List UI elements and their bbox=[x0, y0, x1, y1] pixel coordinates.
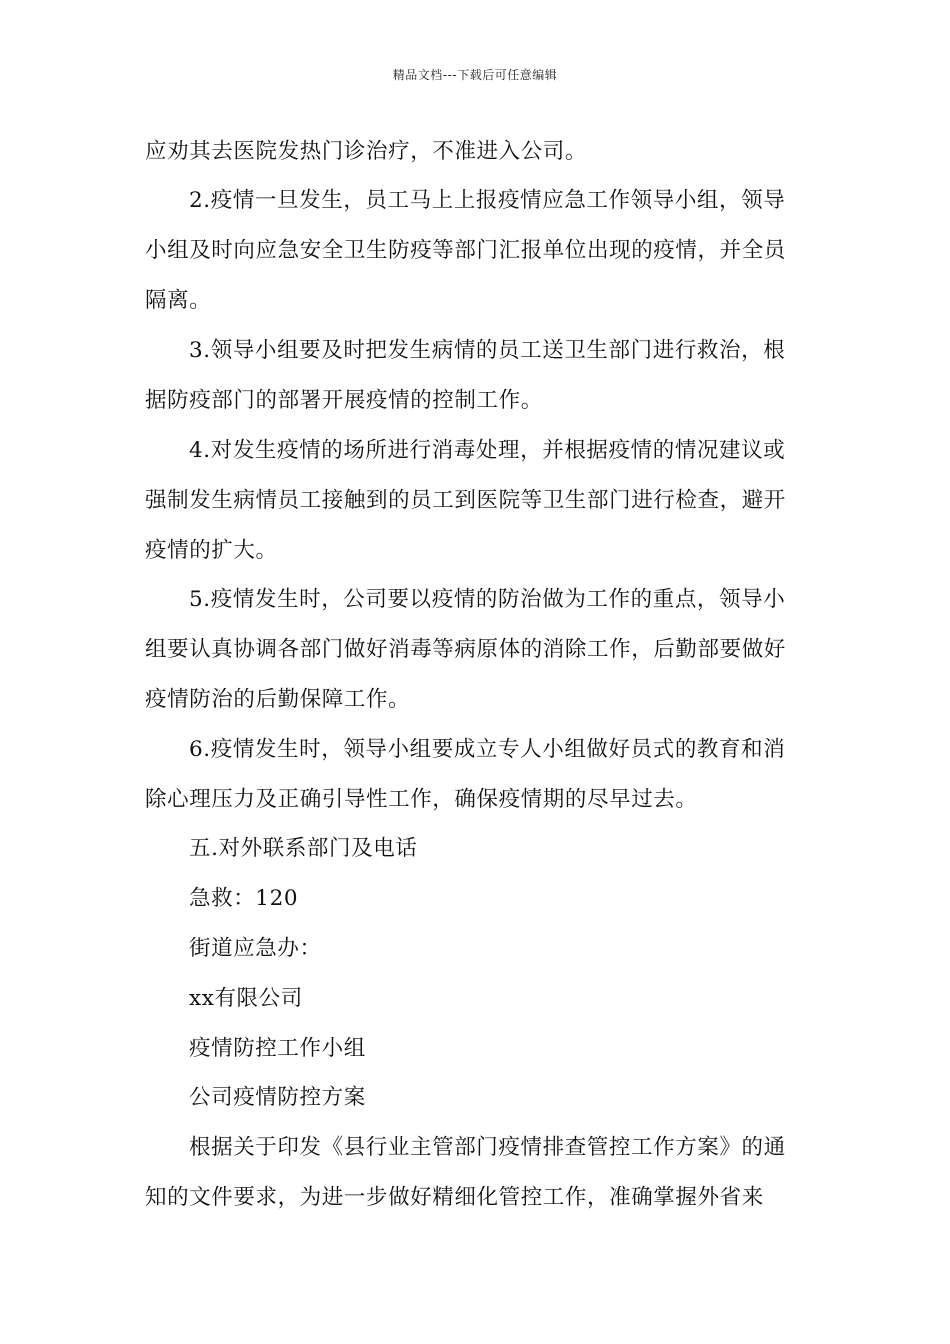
text-line: 4.对发生疫情的场所进行消毒处理，并根据疫情的情况建议或 bbox=[189, 438, 786, 463]
text-line: 小组及时向应急安全卫生防疫等部门汇报单位出现的疫情，并全员 bbox=[145, 238, 786, 263]
page-header: 精品文档---下载后可任意编辑 bbox=[392, 68, 558, 82]
section-heading: 五.对外联系部门及电话 bbox=[189, 836, 418, 861]
text-line: 2.疫情一旦发生，员工马上上报疫情应急工作领导小组，领导 bbox=[189, 188, 786, 213]
text-line: 知的文件要求，为进一步做好精细化管控工作，准确掌握外省来 bbox=[145, 1185, 764, 1210]
text-line: 强制发生病情员工接触到的员工到医院等卫生部门进行检查，避开 bbox=[145, 488, 786, 513]
text-line: 隔离。 bbox=[145, 288, 212, 313]
section-title: 公司疫情防控方案 bbox=[189, 1085, 366, 1110]
text-line: 疫情防治的后勤保障工作。 bbox=[145, 687, 411, 712]
text-line: 根据关于印发《县行业主管部门疫情排查管控工作方案》的通 bbox=[189, 1135, 786, 1160]
text-line: 据防疫部门的部署开展疫情的控制工作。 bbox=[145, 388, 543, 413]
group-name: 疫情防控工作小组 bbox=[189, 1036, 366, 1061]
text-line: 除心理压力及正确引导性工作，确保疫情期的尽早过去。 bbox=[145, 787, 698, 812]
text-line: 组要认真协调各部门做好消毒等病原体的消除工作，后勤部要做好 bbox=[145, 637, 786, 662]
contact-line: 急救：120 bbox=[189, 886, 299, 911]
text-line: 6.疫情发生时，领导小组要成立专人小组做好员式的教育和消 bbox=[189, 737, 786, 762]
text-line: 5.疫情发生时，公司要以疫情的防治做为工作的重点，领导小 bbox=[189, 587, 786, 612]
text-line: 疫情的扩大。 bbox=[145, 538, 278, 563]
company-name: xx有限公司 bbox=[189, 986, 303, 1011]
text-line: 应劝其去医院发热门诊治疗，不准进入公司。 bbox=[145, 139, 588, 164]
text-line: 3.领导小组要及时把发生病情的员工送卫生部门进行救治，根 bbox=[189, 338, 786, 363]
contact-line: 街道应急办： bbox=[189, 936, 322, 961]
